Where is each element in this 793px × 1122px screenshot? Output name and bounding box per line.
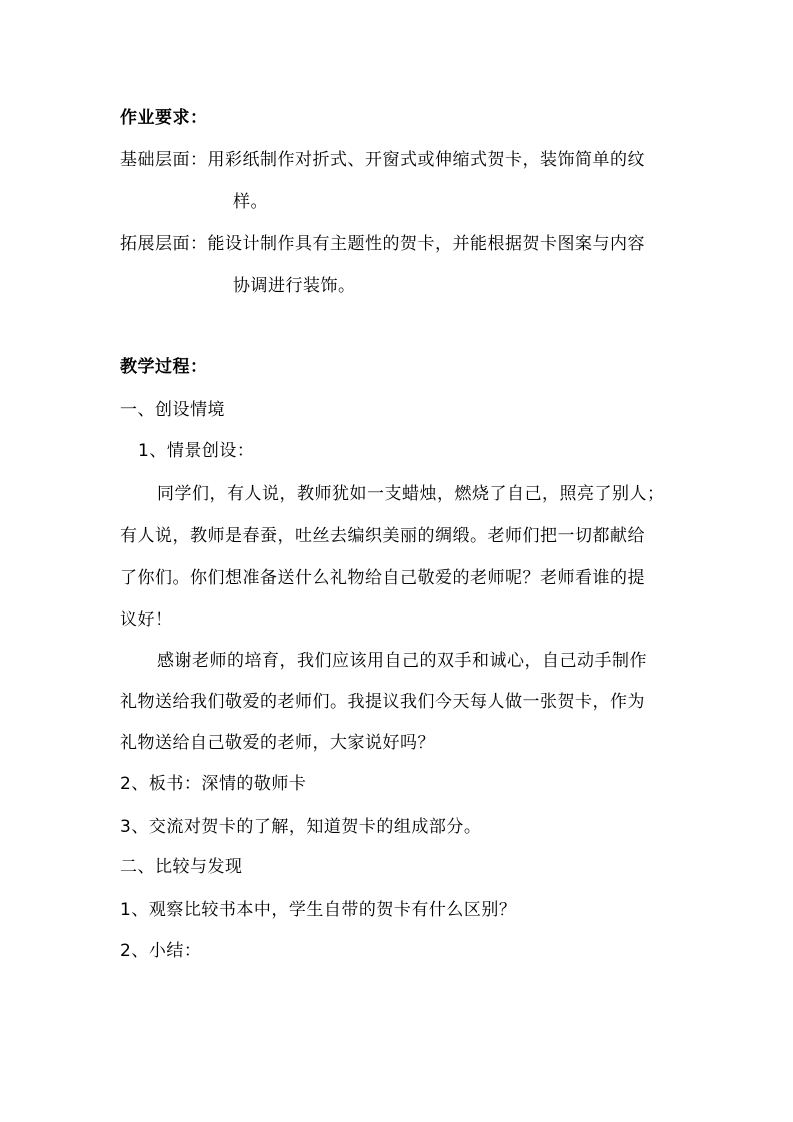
basic-level-line-2: 样。 — [233, 192, 268, 212]
paragraph-2-line-2: 礼物送给我们敬爱的老师们。我提议我们今天每人做一张贺卡，作为 — [120, 692, 645, 712]
section-2-item-2: 2、小结： — [120, 941, 202, 961]
section-1-title: 一、创设情境 — [120, 400, 225, 420]
item-3-exchange: 3、交流对贺卡的了解，知道贺卡的组成部分。 — [120, 817, 482, 837]
paragraph-2-line-1: 感谢老师的培育，我们应该用自己的双手和诚心，自己动手制作 — [157, 651, 647, 671]
paragraph-1-line-4: 议好！ — [120, 610, 173, 630]
paragraph-1-line-2: 有人说，教师是春蚕，吐丝去编织美丽的绸缎。老师们把一切都献给 — [120, 526, 645, 546]
section-2-title: 二、比较与发现 — [120, 857, 243, 877]
item-1-title: 1、情景创设： — [138, 441, 255, 461]
paragraph-1-line-3: 了你们。你们想准备送什么礼物给自己敬爱的老师呢？老师看谁的提 — [120, 568, 645, 588]
paragraph-1-line-1: 同学们，有人说，教师犹如一支蜡烛，燃烧了自己，照亮了别人； — [157, 484, 665, 504]
item-2-board-writing: 2、板书：深情的敬师卡 — [120, 774, 307, 794]
paragraph-2-line-3: 礼物送给自己敬爱的老师，大家说好吗？ — [120, 733, 435, 753]
section-2-item-1: 1、观察比较书本中，学生自带的贺卡有什么区别？ — [120, 900, 517, 920]
basic-level-line-1: 基础层面：用彩纸制作对折式、开窗式或伸缩式贺卡，装饰简单的纹 — [120, 150, 645, 170]
homework-heading: 作业要求： — [120, 108, 208, 128]
process-heading: 教学过程： — [120, 357, 208, 377]
extend-level-line-2: 协调进行装饰。 — [233, 276, 356, 296]
extend-level-line-1: 拓展层面：能设计制作具有主题性的贺卡，并能根据贺卡图案与内容 — [120, 234, 645, 254]
